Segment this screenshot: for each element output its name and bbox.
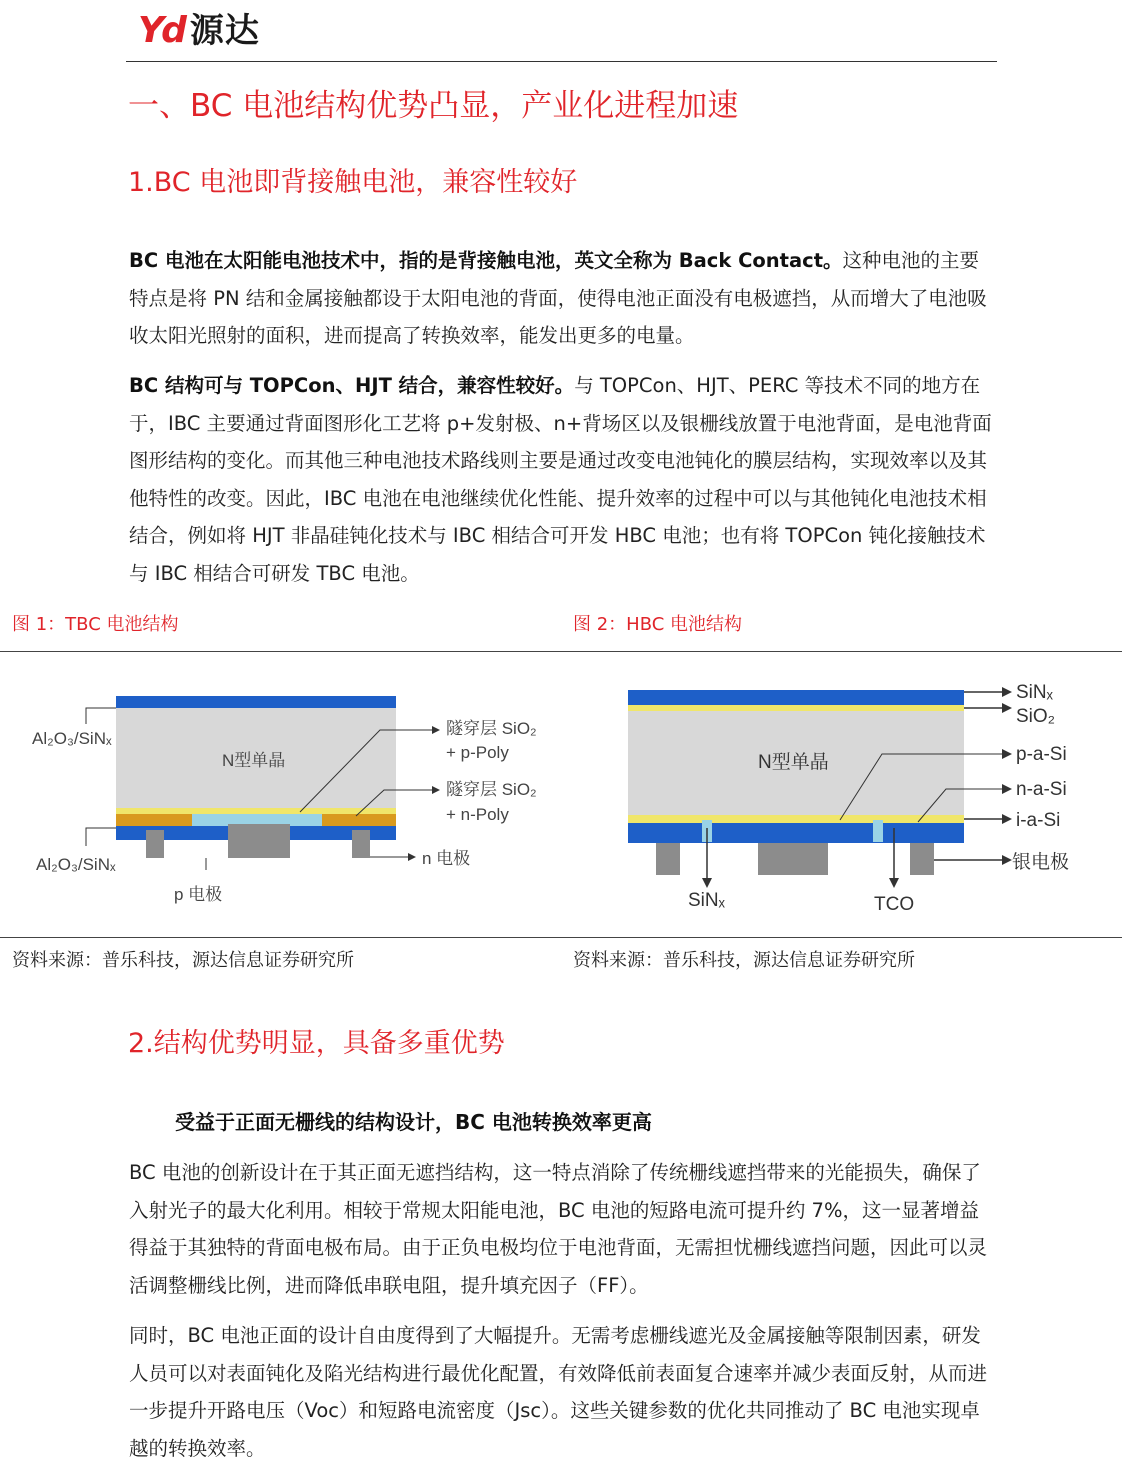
tbc-n-poly	[322, 814, 396, 826]
figure-2-caption: 图 2：HBC 电池结构	[573, 614, 743, 635]
hbc-front-sinx	[628, 690, 964, 705]
subheading-efficiency: 受益于正面无栅线的结构设计，BC 电池转换效率更高	[175, 1110, 652, 1134]
paragraph-1-lead: BC 电池在太阳能电池技术中，指的是背接触电池，英文全称为 Back Contact。	[129, 249, 843, 272]
hbc-i-a-si	[628, 815, 964, 823]
paragraph-3-body: BC 电池的创新设计在于其正面无遮挡结构，这一特点消除了传统栅线遮挡带来的光能损失，确保了入射光子的最大化利用。相较于常规太阳能电池，BC 电池的短路电流可提升约 7%，这一显著增益得益于其独特的背面电极布局。由于正负电极均位于电池背面，无需担忧栅线遮挡问题，因此可以灵活调整栅线比例，进而降低串联电阻，提升填充因子（FF）。	[129, 1161, 988, 1297]
tbc-arrowhead-p-poly	[432, 726, 440, 734]
tbc-label-tunnel-p-2: + p-Poly	[446, 743, 509, 762]
figure-top-rule	[0, 651, 1122, 652]
tbc-electrode-3	[352, 830, 370, 858]
hbc-arrowhead-iasi	[1002, 814, 1012, 824]
figure-bottom-rule	[0, 937, 1122, 938]
paragraph-2-lead: BC 结构可与 TOPCon、HJT 结合，兼容性较好。	[129, 374, 575, 397]
paragraph-1-body: 这种电池的主要特点是将 PN 结和金属接触都设于太阳电池的背面，使得电池正面没有电极遮挡，从而增大了电池吸收太阳光照射的面积，进而提高了转换效率，能发出更多的电量。	[129, 249, 987, 347]
section-title: 一、BC 电池结构优势凸显，产业化进程加速	[128, 88, 739, 124]
hbc-rear-layer	[628, 823, 964, 843]
hbc-electrode-2	[758, 843, 828, 875]
tbc-label-bottom-left: Al₂O₃/SiNₓ	[36, 855, 116, 874]
hbc-label-nasi: n-a-Si	[1016, 779, 1067, 800]
hbc-label-body: N型单晶	[758, 752, 829, 773]
hbc-arrowhead-silver	[1002, 855, 1012, 865]
hbc-label-pasi: p-a-Si	[1016, 744, 1067, 765]
figure-1-tbc-diagram	[0, 660, 560, 935]
tbc-electrode-2	[228, 824, 290, 858]
logo-text: 源达	[189, 11, 260, 51]
paragraph-4-body: 同时，BC 电池正面的设计自由度得到了大幅提升。无需考虑栅线遮光及金属接触等限制因素，研发人员可以对表面钝化及陷光结构进行最优化配置，有效降低前表面复合速率并减少表面反射，从而进一步提升开路电压（Voc）和短路电流密度（Jsc）。这些关键参数的优化共同推动了 BC 电池实现卓越的转换效率。	[129, 1324, 988, 1460]
hbc-arrowhead-pasi	[1002, 749, 1012, 759]
tbc-label-tunnel-n-2: + n-Poly	[446, 805, 509, 824]
tbc-arrowhead-n	[408, 853, 416, 861]
hbc-electrode-1	[656, 843, 680, 875]
header-divider	[126, 61, 997, 62]
tbc-leader-top-left	[86, 708, 116, 724]
figure-1-source: 资料来源：普乐科技，源达信息证券研究所	[12, 950, 354, 971]
paragraph-2	[129, 367, 995, 592]
header-logo	[138, 12, 260, 50]
tbc-tunnel-oxide	[116, 808, 396, 814]
hbc-gap-2	[873, 820, 883, 842]
subsection-title-1: 1.BC 电池即背接触电池，兼容性较好	[128, 167, 578, 198]
hbc-label-sinx-bottom: SiNₓ	[688, 890, 725, 911]
hbc-label-iasi: i-a-Si	[1016, 810, 1061, 831]
tbc-arrowhead-n-poly	[432, 786, 440, 794]
figure-2-source: 资料来源：普乐科技，源达信息证券研究所	[573, 950, 915, 971]
hbc-label-sinx-top: SiNₓ	[1016, 682, 1053, 703]
hbc-label-tco: TCO	[874, 894, 915, 915]
paragraph-3	[129, 1154, 995, 1304]
tbc-label-body: N型单晶	[222, 751, 286, 770]
figure-2-hbc-diagram	[580, 670, 1100, 930]
hbc-arrowhead-sio2	[1002, 703, 1012, 713]
tbc-electrode-1	[146, 830, 164, 858]
paragraph-1	[129, 242, 995, 355]
tbc-label-tunnel-n-1: 隧穿层 SiO₂	[446, 780, 537, 799]
hbc-label-sio2: SiO₂	[1016, 706, 1056, 727]
hbc-arrowhead-sinx	[1002, 687, 1012, 697]
tbc-front-passivation	[116, 696, 396, 708]
logo-mark: Yd	[138, 10, 184, 51]
hbc-arrowhead-sinx-bottom	[702, 878, 712, 888]
paragraph-4	[129, 1317, 995, 1467]
hbc-electrode-3	[910, 843, 934, 875]
tbc-label-tunnel-p-1: 隧穿层 SiO₂	[446, 719, 537, 738]
tbc-label-p-electrode: p 电极	[174, 885, 223, 904]
hbc-arrowhead-nasi	[1002, 784, 1012, 794]
hbc-front-sio2	[628, 705, 964, 711]
tbc-p-poly	[116, 814, 192, 826]
hbc-label-silver: 银电极	[1012, 852, 1070, 873]
tbc-leader-bottom-left	[86, 828, 116, 846]
hbc-arrowhead-tco	[889, 878, 899, 888]
figure-1-caption: 图 1：TBC 电池结构	[12, 614, 179, 635]
paragraph-2-body: 与 TOPCon、HJT、PERC 等技术不同的地方在于，IBC 主要通过背面图形化工艺将 p+发射极、n+背场区以及银栅线放置于电池背面，是电池背面图形结构的变化。而其他三种电池技术路线则主要是通过改变电池钝化的膜层结构，实现效率以及其他特性的改变。因此，IBC 电池在电池继续优化性能、提升效率的过程中可以与其他钝化电池技术相结合，例如将 HJT 非晶硅钝化技术与 IBC 相结合可开发 HBC 电池；也有将 TOPCon 钝化接触技术与 IBC 相结合可研发 TBC 电池。	[129, 374, 992, 585]
subsection-title-2: 2.结构优势明显，具备多重优势	[128, 1028, 505, 1059]
tbc-label-top-left: Al₂O₃/SiNₓ	[32, 729, 112, 748]
tbc-label-n-electrode: n 电极	[422, 849, 471, 868]
